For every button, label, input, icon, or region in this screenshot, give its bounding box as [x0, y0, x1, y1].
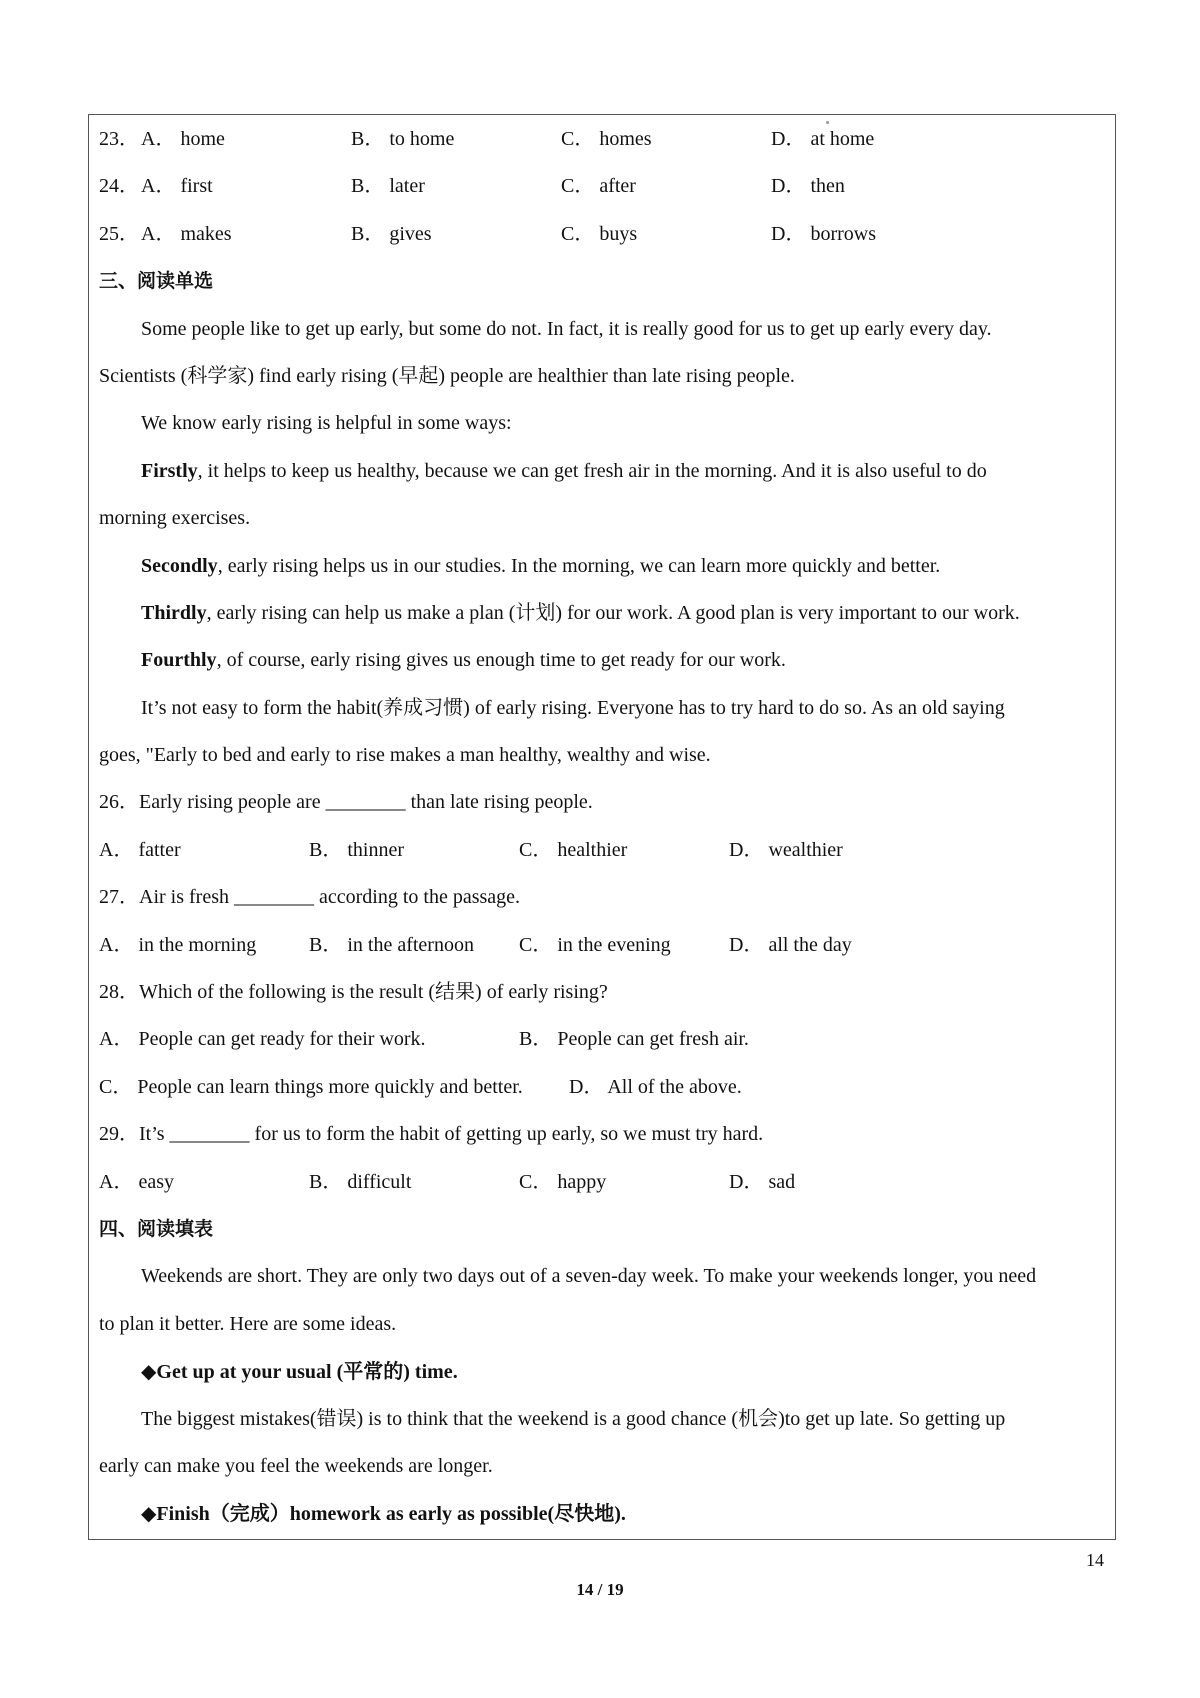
question-stem: 26．Early rising people are ________ than late rising people.	[99, 791, 593, 814]
tip-heading	[99, 1348, 1099, 1395]
paragraph-text: , early rising can help us make a plan (计划) for our work. A good plan is very important to our work.	[206, 601, 1020, 624]
question-number: 24．	[99, 175, 139, 198]
option-b: B． to home	[351, 128, 455, 150]
paragraph-line: The biggest mistakes(错误) is to think that the weekend is a good chance (机会)to get up late. So getting up	[141, 1407, 1006, 1430]
paragraph-line: early can make you feel the weekends are longer.	[99, 1454, 493, 1477]
option-b: B． People can get fresh air.	[519, 1028, 749, 1051]
page-count: 14 / 19	[576, 1580, 624, 1599]
option-d: D． sad	[729, 1170, 796, 1193]
paragraph-line: goes, "Early to bed and early to rise makes a man healthy, wealthy and wise.	[99, 744, 711, 767]
option-d: D． all the day	[729, 933, 852, 956]
question-stem: 27．Air is fresh ________ according to the passage.	[99, 886, 521, 909]
paragraph-line: Some people like to get up early, but some do not. In fact, it is really good for us to get up early every day.	[141, 317, 992, 340]
option-a: A． fatter	[99, 838, 181, 861]
option-c: C． after	[561, 175, 636, 198]
option-b: B． in the afternoon	[309, 933, 474, 956]
option-d: D． All of the above.	[569, 1075, 742, 1098]
bold-lead: Firstly	[141, 459, 198, 482]
paragraph-text: , early rising helps us in our studies. In the morning, we can learn more quickly and better.	[217, 554, 941, 577]
question-options	[99, 922, 1099, 969]
paragraph-line: We know early rising is helpful in some ways:	[141, 412, 512, 435]
option-c: C． buys	[561, 222, 638, 245]
tip-text: Finish（完成）homework as early as possible(尽快地).	[156, 1503, 626, 1526]
diamond-bullet-icon: ◆	[141, 1359, 157, 1384]
option-d: D． borrows	[771, 222, 876, 245]
paragraph-text: , of course, early rising gives us enough time to get ready for our work.	[216, 649, 786, 672]
question-stem: 28．Which of the following is the result (结果) of early rising?	[99, 981, 608, 1004]
question-row	[99, 163, 1099, 210]
option-a: A． People can get ready for their work.	[99, 1028, 426, 1051]
paragraph-line	[99, 543, 1099, 590]
paragraph-line: morning exercises.	[99, 507, 251, 530]
question-options	[99, 1064, 1099, 1111]
question-options	[99, 1159, 1099, 1206]
paragraph-line: It’s not easy to form the habit(养成习惯) of early rising. Everyone has to try hard to do so. As an old saying	[141, 696, 1005, 719]
paragraph-line: Weekends are short. They are only two days out of a seven-day week. To make your weekends longer, you need	[141, 1265, 1037, 1288]
option-a: A． first	[141, 175, 213, 198]
option-d: D． wealthier	[729, 838, 843, 861]
option-a: A． easy	[99, 1170, 174, 1193]
section-heading: 三、阅读单选	[99, 270, 214, 293]
option-b: B． later	[351, 175, 425, 198]
diamond-bullet-icon: ◆	[141, 1501, 157, 1526]
option-c: C． homes	[561, 128, 652, 150]
bold-lead: Secondly	[141, 554, 218, 577]
option-b: B． thinner	[309, 838, 404, 861]
option-a: A． makes	[141, 222, 232, 245]
option-c: C． in the evening	[519, 933, 671, 956]
question-row	[99, 116, 1099, 163]
option-a: A． home	[141, 128, 225, 150]
option-c: C． healthier	[519, 838, 628, 861]
tip-heading	[99, 1490, 1099, 1537]
option-c: C． People can learn things more quickly and better.	[99, 1075, 523, 1098]
question-options	[99, 827, 1099, 874]
question-number: 23．	[99, 128, 139, 150]
option-d: D． then	[771, 175, 845, 198]
option-b: B． difficult	[309, 1170, 412, 1193]
option-a: A． in the morning	[99, 933, 257, 956]
paragraph-line: Scientists (科学家) find early rising (早起) people are healthier than late rising people.	[99, 364, 795, 387]
page-number: 14	[1086, 1550, 1104, 1570]
question-stem: 29．It’s ________ for us to form the habit of getting up early, so we must try hard.	[99, 1123, 764, 1146]
section-heading: 四、阅读填表	[99, 1217, 214, 1240]
tip-text: Get up at your usual (平常的) time.	[156, 1361, 458, 1384]
paragraph-line: to plan it better. Here are some ideas.	[99, 1312, 397, 1335]
worksheet-content	[99, 116, 1099, 1538]
bold-lead: Fourthly	[141, 649, 217, 672]
question-number: 25．	[99, 222, 139, 245]
paragraph-text: , it helps to keep us healthy, because we can get fresh air in the morning. And it is also useful to do	[197, 459, 987, 482]
option-d: D． at home	[771, 128, 875, 150]
paragraph-line	[99, 590, 1099, 637]
question-options	[99, 1016, 1099, 1063]
paragraph-line	[99, 448, 1099, 495]
paragraph-line	[99, 637, 1099, 684]
question-row	[99, 211, 1099, 258]
bold-lead: Thirdly	[141, 601, 207, 624]
option-b: B． gives	[351, 222, 432, 245]
option-c: C． happy	[519, 1170, 607, 1193]
